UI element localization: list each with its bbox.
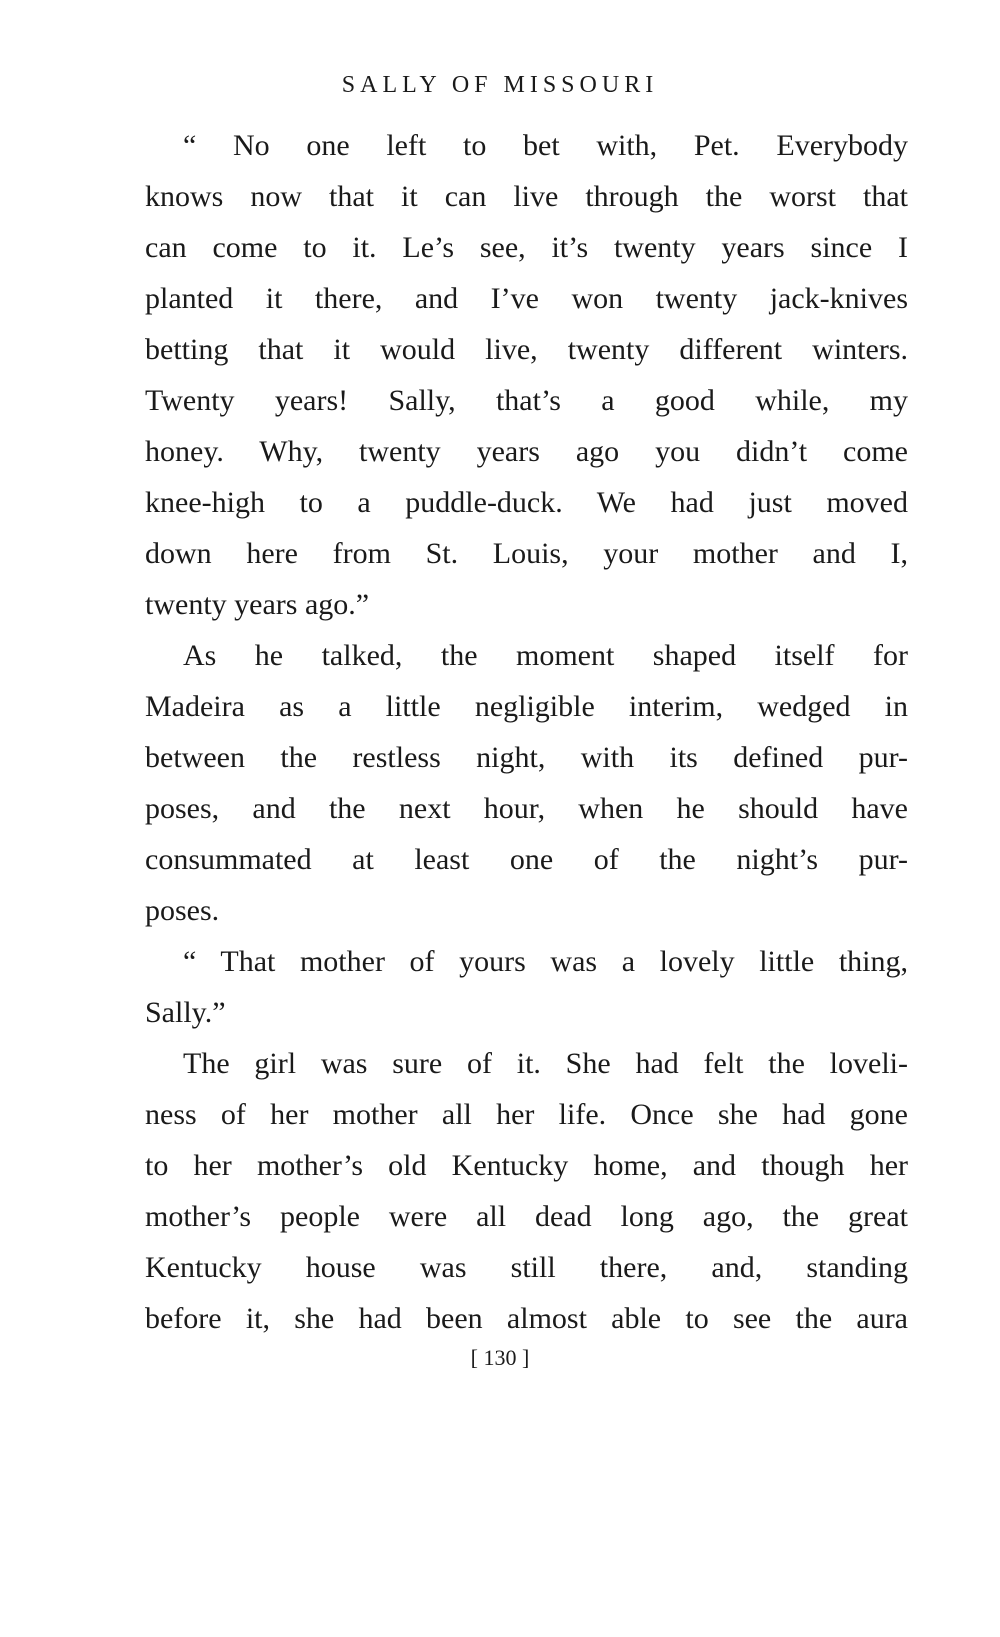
text-line: “ That mother of yours was a lovely little thing, (183, 945, 908, 978)
text-line: ness of her mother all her life. Once she had gone (145, 1098, 908, 1131)
text-line: Madeira as a little negligible interim, wedged in (145, 690, 908, 723)
text-line: poses. (145, 894, 220, 927)
text-line: can come to it. Le’s see, it’s twenty years since I (145, 231, 908, 264)
text-line: Twenty years! Sally, that’s a good while, my (145, 384, 908, 417)
text-line: to her mother’s old Kentucky home, and though her (145, 1149, 908, 1182)
body-text (145, 120, 908, 1344)
text-line: between the restless night, with its defined pur- (145, 741, 908, 774)
text-line: betting that it would live, twenty different winters. (145, 333, 908, 366)
text-line: knee-high to a puddle-duck. We had just moved (145, 486, 908, 519)
text-line: honey. Why, twenty years ago you didn’t come (145, 435, 908, 468)
text-line: Sally.” (145, 996, 226, 1029)
text-line: planted it there, and I’ve won twenty jack-knives (145, 282, 908, 315)
text-line: twenty years ago.” (145, 588, 370, 621)
text-line: down here from St. Louis, your mother and I, (145, 537, 908, 570)
text-line: The girl was sure of it. She had felt the loveli- (183, 1047, 908, 1080)
text-line: knows now that it can live through the worst that (145, 180, 908, 213)
text-line: poses, and the next hour, when he should have (145, 792, 908, 825)
text-line: before it, she had been almost able to see the aura (145, 1302, 908, 1335)
running-head: SALLY OF MISSOURI (341, 72, 659, 98)
page-number: [ 130 ] (470, 1345, 530, 1370)
text-line: mother’s people were all dead long ago, the great (145, 1200, 908, 1233)
text-line: “ No one left to bet with, Pet. Everybody (183, 129, 908, 162)
text-line: consummated at least one of the night’s pur- (145, 843, 908, 876)
text-line: As he talked, the moment shaped itself for (183, 639, 908, 672)
text-line: Kentucky house was still there, and, standing (145, 1251, 908, 1284)
